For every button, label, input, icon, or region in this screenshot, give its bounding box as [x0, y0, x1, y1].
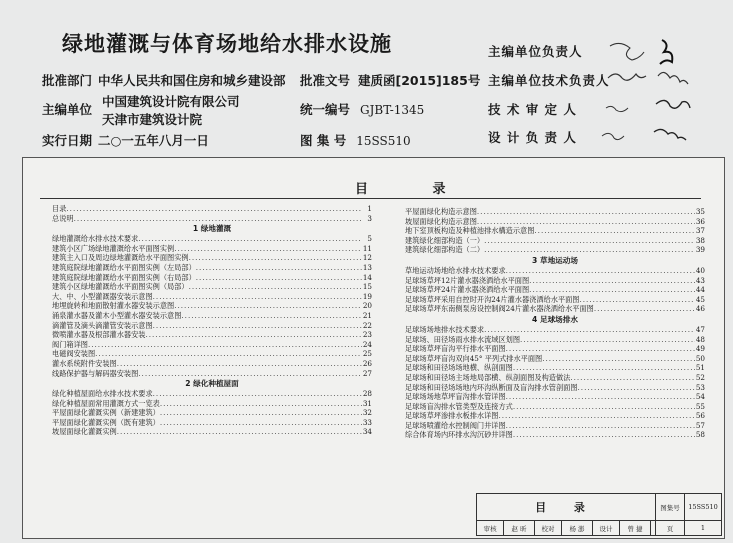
page-label: 页	[656, 521, 685, 536]
entry-page: 48	[695, 334, 705, 344]
entry-title: 坡屋面绿化灌溉实例	[52, 427, 117, 437]
entry-page: 54	[695, 392, 705, 402]
catalog-entry	[52, 321, 372, 331]
entry-page: 43	[695, 275, 705, 285]
catalog-entry	[405, 402, 705, 412]
leader-dots	[506, 344, 695, 354]
entry-title: 滴灌管及滴头滴灌管安装示意图	[52, 320, 153, 330]
entry-title: 平屋面绿化灌溉实例（新建建筑）	[52, 408, 160, 418]
catalog-entry	[52, 234, 372, 244]
entry-title: 足球场草坪24片灌水器浇洒给水平面图	[405, 285, 530, 295]
editor-unit-1: 中国建筑设计院有限公司	[102, 94, 240, 109]
entry-title: 足球场盲沟排水管类型及连接方式	[405, 401, 513, 411]
section-heading: 1 绿地灌溉	[192, 224, 232, 234]
entry-title: 足球场草坪盲沟平行排水平面图	[405, 344, 506, 354]
signatures-image	[600, 36, 720, 156]
design-leader-label: 设 计 负 责 人	[488, 130, 577, 145]
leader-dots	[66, 204, 362, 214]
entry-page: 11	[362, 243, 372, 253]
entry-page: 49	[695, 344, 705, 354]
leader-dots	[484, 325, 695, 335]
entry-page: 35	[695, 207, 705, 216]
catalog-entry	[405, 295, 705, 305]
title-block	[476, 493, 722, 536]
entry-page: 50	[695, 353, 705, 363]
entry-title: 足球场和田径场场地横、纵剖面图	[405, 363, 513, 373]
entry-title: 建筑主入口及周边绿地灌溉给水平面图实例	[52, 253, 189, 263]
catalog-entry	[52, 399, 372, 409]
review-name: 赵 昕	[504, 521, 535, 536]
entry-title: 阀门箱详图	[52, 339, 88, 349]
catalog-entry	[52, 330, 372, 340]
catalog-entry	[52, 369, 372, 379]
leader-dots	[570, 373, 695, 383]
entry-title: 足球场草坪盲沟双向45° 平列式排水平面图	[405, 353, 543, 363]
catalog-entry	[52, 340, 372, 350]
leader-dots	[477, 217, 695, 227]
leader-dots	[578, 383, 695, 393]
leader-dots	[542, 354, 695, 364]
leader-dots	[189, 253, 362, 263]
entry-page: 58	[695, 430, 705, 440]
entry-title: 平屋面绿化构造示意图	[405, 207, 477, 216]
catalog-entry	[405, 207, 705, 217]
entry-page: 14	[362, 272, 372, 282]
leader-dots	[153, 389, 362, 399]
catalog-entry	[52, 408, 372, 418]
leader-dots	[181, 311, 362, 321]
entry-page: 38	[695, 235, 705, 245]
entry-title: 地埋旋转和地面散射灌水器安装示意图	[52, 301, 175, 311]
catalog-entry	[405, 276, 705, 286]
entry-title: 总说明	[52, 213, 74, 223]
catalog-entry	[405, 285, 705, 295]
entry-page: 5	[367, 234, 372, 244]
leader-dots	[160, 418, 362, 428]
leader-dots	[534, 226, 695, 236]
catalog-entry	[405, 226, 705, 236]
entry-title: 足球场场地排水技术要求	[405, 324, 485, 334]
entry-page: 34	[362, 427, 372, 437]
entry-title: 建筑小区广场绿地灌溉给水平面图实例	[52, 243, 175, 253]
catalog-entry	[405, 430, 705, 440]
title-block-name: 目 录	[477, 494, 656, 521]
entry-title: 足球场草坪渗排水板排水详图	[405, 411, 499, 421]
leader-dots	[506, 421, 695, 431]
section-heading: 3 草地运动场	[532, 255, 578, 265]
catalog-entry	[52, 204, 372, 214]
entry-title: 涌泉灌水器及灌木小型灌水器安装示意图	[52, 310, 182, 320]
catalog-entry	[405, 411, 705, 421]
entry-page: 45	[695, 294, 705, 304]
leader-dots	[117, 427, 362, 437]
catalog-left-column	[52, 204, 372, 437]
leader-dots	[520, 335, 695, 345]
catalog-entry	[405, 266, 705, 276]
catalog-entry	[405, 217, 705, 227]
catalog-right-column	[405, 207, 705, 440]
catalog-entry	[405, 354, 705, 364]
entry-title: 绿化种植屋面常用灌溉方式一览表	[52, 398, 160, 408]
catalog-entry	[52, 301, 372, 311]
entry-page: 37	[695, 226, 705, 236]
leader-dots	[174, 244, 362, 254]
catalog-entry	[52, 427, 372, 437]
approval-doc-row	[300, 71, 480, 89]
entry-page: 46	[695, 304, 705, 314]
leader-dots	[88, 340, 362, 350]
entry-page: 40	[695, 265, 705, 275]
entry-title: 建筑绿化细部构造（一）	[405, 235, 485, 245]
leader-dots	[484, 236, 695, 246]
leader-dots	[138, 369, 362, 379]
entry-page: 15	[362, 282, 372, 292]
catalog-entry	[52, 282, 372, 292]
title-rule	[40, 198, 701, 199]
entry-page: 32	[362, 408, 372, 418]
entry-page: 55	[695, 401, 705, 411]
approval-doc-label: 批准文号	[300, 73, 351, 88]
title-block-atlas-no: 15SS510	[685, 494, 722, 521]
entry-page: 22	[362, 320, 372, 330]
leader-dots	[498, 411, 695, 421]
entry-title: 足球场和田径场场地内环沟纵断面及盲沟排水管剖面图	[405, 382, 578, 392]
page-number: 1	[685, 521, 722, 536]
leader-dots	[174, 301, 362, 311]
entry-page: 39	[695, 245, 705, 255]
entry-page: 3	[367, 213, 372, 223]
catalog-entry	[405, 383, 705, 393]
leader-dots	[196, 263, 362, 273]
catalog-entry	[52, 253, 372, 263]
entry-title: 足球场草坪12片灌水器浇洒给水平面图	[405, 275, 530, 285]
catalog-entry	[405, 421, 705, 431]
check-name: 杨 澎	[562, 521, 593, 536]
entry-page: 57	[695, 420, 705, 430]
entry-title: 大、中、小型灌溉器安装示意图	[52, 291, 153, 301]
editor-label: 主编单位	[42, 102, 93, 117]
entry-page: 31	[362, 398, 372, 408]
catalog-title: 目 录	[355, 182, 476, 197]
entry-title: 足球场草坪采用自控时开沟24片灌水器浇洒给水平面图	[405, 294, 580, 304]
entry-title: 微喷灌水器及根部灌水器安装	[52, 330, 146, 340]
entry-page: 44	[695, 285, 705, 295]
catalog-entry	[405, 335, 705, 345]
unified-no-row: 统一编号 GJBT-1345	[300, 102, 425, 117]
leader-dots	[160, 408, 362, 418]
leader-dots	[153, 292, 362, 302]
entry-title: 建筑庭院绿地灌溉给水平面图实例（左局部）	[52, 262, 196, 272]
leader-dots	[145, 330, 362, 340]
leader-dots	[160, 399, 362, 409]
entry-title: 建筑绿化细部构造（二）	[405, 245, 485, 255]
leader-dots	[189, 282, 362, 292]
entry-page: 20	[362, 301, 372, 311]
entry-page: 21	[362, 310, 372, 320]
catalog-entry	[52, 273, 372, 283]
atlas-no-row: 图 集 号 15SS510	[300, 133, 411, 148]
approval-dept-value: 中华人民共和国住房和城乡建设部	[98, 73, 286, 88]
leader-dots	[153, 321, 362, 331]
entry-title: 建筑庭院绿地灌溉给水平面图实例（右局部）	[52, 272, 196, 282]
design-name: 曾 捷	[620, 521, 651, 536]
entry-page: 1	[367, 204, 372, 213]
leader-dots	[117, 359, 362, 369]
leader-dots	[95, 349, 362, 359]
entry-title: 电磁阀安装图	[52, 349, 96, 359]
approval-dept-row	[42, 71, 286, 89]
entry-title: 绿地灌溉给水排水技术要求	[52, 234, 139, 244]
catalog-entry	[52, 418, 372, 428]
catalog-entry	[405, 236, 705, 246]
catalog-entry	[405, 373, 705, 383]
leader-dots	[513, 402, 695, 412]
leader-dots	[477, 207, 695, 217]
entry-page: 19	[362, 291, 372, 301]
leader-dots	[529, 285, 695, 295]
leader-dots	[506, 392, 695, 402]
entry-page: 36	[695, 216, 705, 226]
catalog-entry	[52, 292, 372, 302]
entry-title: 草地运动场地给水排水技术要求	[405, 265, 506, 275]
entry-page: 12	[362, 253, 372, 263]
leader-dots	[138, 234, 362, 244]
catalog-entry	[405, 344, 705, 354]
approval-dept-label: 批准部门	[42, 73, 93, 88]
review-label: 审核	[477, 521, 504, 536]
entry-title: 地下室顶板构造及种植池排水構造示意图	[405, 226, 535, 236]
entry-page: 51	[695, 363, 705, 373]
entry-page: 26	[362, 358, 372, 368]
catalog-entry	[405, 304, 705, 314]
entry-page: 13	[362, 262, 372, 272]
catalog-entry	[52, 214, 372, 224]
entry-title: 足球场草坪东南侧泵房设控制阀24片灌水器浇洒给水平面图	[405, 304, 594, 314]
entry-title: 综合体育场内环排水沟沉砂井详图	[405, 430, 513, 440]
entry-title: 目录	[52, 204, 67, 213]
editor-unit-2: 天津市建筑设计院	[102, 112, 203, 127]
entry-page: 47	[695, 324, 705, 334]
section-heading: 2 绿化种植屋面	[185, 379, 239, 389]
catalog-entry	[52, 359, 372, 369]
leader-dots	[529, 276, 695, 286]
entry-title: 建筑小区绿地灌溉给水平面图实例（局部）	[52, 282, 189, 292]
date-row: 实行日期 二○一五年八月一日	[42, 133, 209, 148]
atlas-title: 绿地灌溉与体育场地给水排水设施	[62, 32, 392, 56]
entry-title: 足球场喷灌给水控制阀门井详图	[405, 420, 506, 430]
catalog-entry	[405, 392, 705, 402]
entry-title: 绿化种植屋面给水排水技术要求	[52, 389, 153, 399]
approval-doc-value: 建质函[2015]185号	[358, 73, 481, 88]
entry-page: 25	[362, 349, 372, 359]
catalog-entry	[52, 244, 372, 254]
entry-title: 足球场场地草坪盲沟排水管详图	[405, 392, 506, 402]
title-block-atlas-label: 图集号	[656, 494, 685, 521]
design-label: 设计	[592, 521, 619, 536]
entry-page: 52	[695, 372, 705, 382]
leader-dots	[513, 363, 695, 373]
entry-title: 线路保护器与解码器安装图	[52, 368, 139, 378]
catalog-entry	[52, 389, 372, 399]
entry-page: 53	[695, 382, 705, 392]
entry-title: 坡屋面绿化构造示意图	[405, 216, 477, 226]
entry-page: 56	[695, 411, 705, 421]
entry-page: 27	[362, 368, 372, 378]
catalog-entry	[405, 363, 705, 373]
entry-title: 灌水系统附件安装图	[52, 358, 117, 368]
leader-dots	[513, 430, 695, 440]
chief-tech-leader-label: 主编单位技术负责人	[488, 73, 610, 88]
entry-title: 足球场和田径场主场地局部横、纵剖面图及构造做法	[405, 372, 571, 382]
check-label: 校对	[534, 521, 561, 536]
entry-title: 足球场、田径场雨水排水流域区划图	[405, 334, 521, 344]
catalog-entry	[405, 245, 705, 255]
tech-reviewer-label: 技 术 审 定 人	[488, 102, 577, 117]
leader-dots	[594, 304, 695, 314]
entry-page: 23	[362, 330, 372, 340]
entry-page: 33	[362, 417, 372, 427]
leader-dots	[74, 214, 362, 224]
leader-dots	[506, 266, 695, 276]
entry-page: 24	[362, 339, 372, 349]
chief-unit-leader-label: 主编单位负责人	[488, 44, 583, 59]
catalog-entry	[52, 311, 372, 321]
catalog-entry	[405, 325, 705, 335]
catalog-entry	[52, 349, 372, 359]
catalog-entry	[52, 263, 372, 273]
leader-dots	[196, 273, 362, 283]
leader-dots	[484, 245, 695, 255]
entry-title: 平屋面绿化灌溉实例（既有建筑）	[52, 417, 160, 427]
section-heading: 4 足球场排水	[532, 314, 578, 324]
entry-page: 28	[362, 389, 372, 399]
leader-dots	[579, 295, 695, 305]
